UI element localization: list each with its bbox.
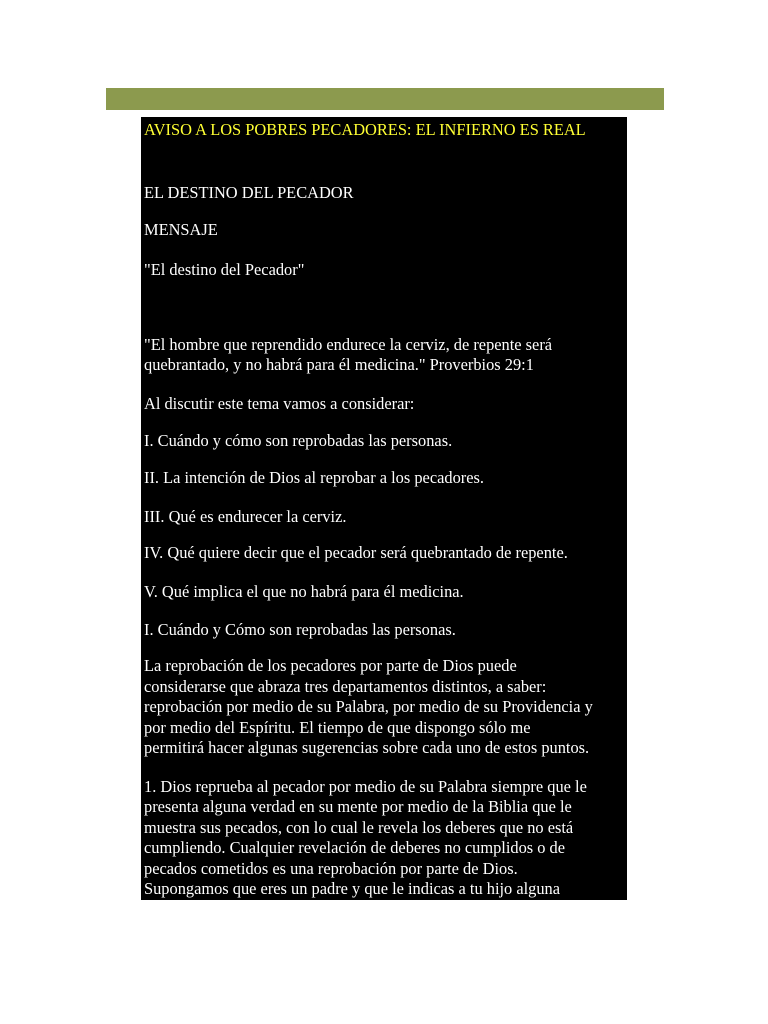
section-subheading: I. Cuándo y Cómo son reprobadas las personas. — [144, 620, 456, 639]
paragraph-line: permitirá hacer algunas sugerencias sobre cada uno de estos puntos. — [144, 738, 590, 757]
paragraph-line: reprobación por medio de su Palabra, por medio de su Providencia y — [144, 697, 593, 716]
paragraph-line: presenta alguna verdad en su mente por medio de la Biblia que le — [144, 797, 572, 816]
paragraph-line: considerarse que abraza tres departamentos distintos, a saber: — [144, 677, 547, 696]
verse-line: "El hombre que reprendido endurece la cerviz, de repente será — [144, 335, 553, 354]
paragraph-line: muestra sus pecados, con lo cual le revela los deberes que no está — [144, 818, 574, 837]
document-title: AVISO A LOS POBRES PECADORES: EL INFIERNO ES REAL — [144, 120, 586, 139]
outline-point: V. Qué implica el que no habrá para él medicina. — [144, 582, 464, 601]
paragraph-line: cumpliendo. Cualquier revelación de deberes no cumplidos o de — [144, 838, 566, 857]
outline-point: II. La intención de Dios al reprobar a los pecadores. — [144, 468, 484, 487]
verse-line: quebrantado, y no habrá para él medicina." Proverbios 29:1 — [144, 355, 534, 374]
section-heading: EL DESTINO DEL PECADOR — [144, 183, 354, 202]
paragraph-line: La reprobación de los pecadores por parte de Dios puede — [144, 656, 517, 675]
header-accent-bar — [106, 88, 664, 110]
document-content — [141, 117, 627, 900]
outline-point: I. Cuándo y cómo son reprobadas las personas. — [144, 431, 453, 450]
paragraph-line: Supongamos que eres un padre y que le indicas a tu hijo alguna — [144, 879, 561, 898]
quote-title: "El destino del Pecador" — [144, 260, 305, 279]
paragraph-line: pecados cometidos es una reprobación por parte de Dios. — [144, 859, 518, 878]
outline-point: III. Qué es endurecer la cerviz. — [144, 507, 347, 526]
message-label: MENSAJE — [144, 220, 218, 239]
paragraph-line: 1. Dios reprueba al pecador por medio de su Palabra siempre que le — [144, 777, 587, 796]
intro-text: Al discutir este tema vamos a considerar: — [144, 394, 415, 413]
paragraph-line: por medio del Espíritu. El tiempo de que dispongo sólo me — [144, 718, 531, 737]
outline-point: IV. Qué quiere decir que el pecador será quebrantado de repente. — [144, 543, 568, 562]
